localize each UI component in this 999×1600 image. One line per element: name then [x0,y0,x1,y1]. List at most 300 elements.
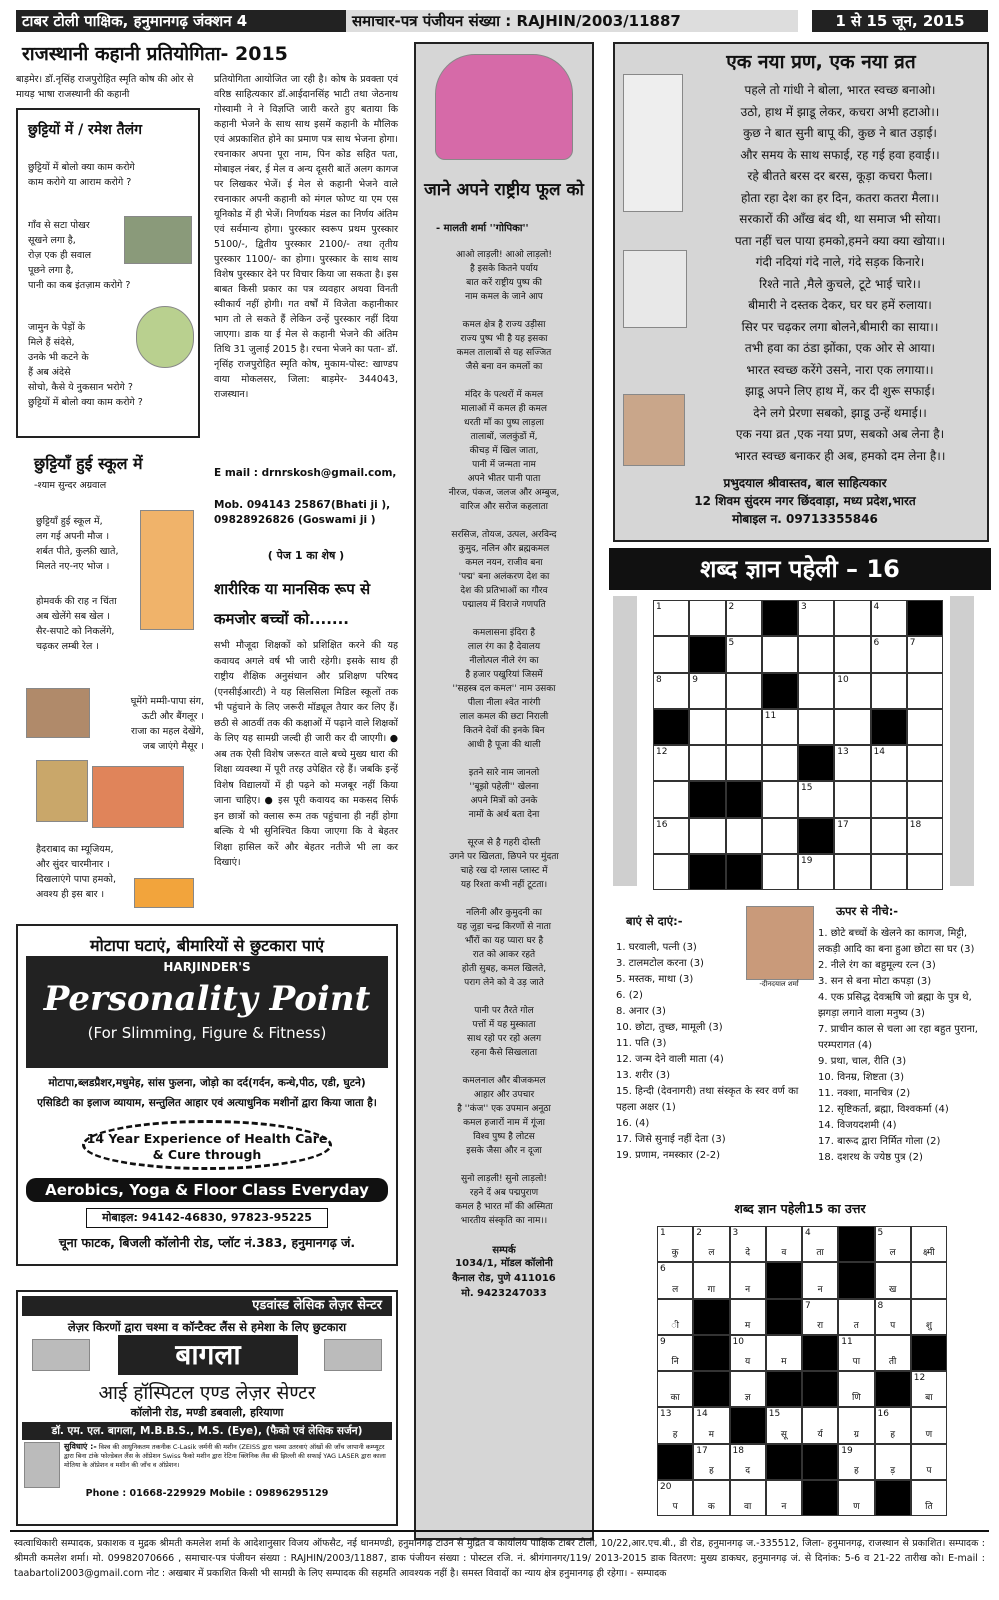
cell-letter: कु [671,1248,679,1259]
answer-cell [730,1335,766,1371]
across-clue: 11. पति (3) [616,1038,667,1049]
cell-number: 9 [692,674,698,685]
cell-letter: म [744,1320,751,1331]
answer-cell [657,1335,693,1371]
crossword-cell [907,673,943,709]
answer-cell [911,1335,947,1371]
contest-mobile: Mob. 094143 25867(Bhati ji ), 09828926826 (Goswami ji ) [214,499,391,526]
answer-cell [875,1335,911,1371]
author-photo [623,394,685,466]
crossword-cell [798,673,834,709]
answer-cell [766,1480,802,1516]
crossword-cell [907,745,943,781]
toy-train-image [92,766,184,828]
ad-headline: मोटापा घटाएं, बीमारियों से छुटकारा पाएं [90,936,324,955]
cell-number: 13 [837,747,849,757]
answer-cell [730,1226,766,1262]
masthead-registration: समाचार-पत्र पंजीयन संख्या : RAJHIN/2003/11887 [346,10,798,32]
vow-line: भारत स्वच्छ बनाकर ही अब, हमको दम लेना है।। [734,448,946,463]
ad-tagline: (For Slimming, Figure & Fitness) [87,1024,327,1042]
crossword-cell [689,636,725,672]
continued-title: शारीरिक या मानसिक रूप से कमजोर बच्चों को....... [214,580,371,628]
cell-number: 13 [660,1409,672,1420]
cell-number: 4 [873,602,880,612]
flower-contact-label: सम्पर्क [492,1245,516,1256]
vow-line: बीमारी ने दस्तक देकर, घर घर हमें रुलाया। [748,298,932,312]
cell-letter: ख [888,1284,897,1295]
cell-number: 17 [696,1445,708,1456]
crossword-cell [907,818,943,854]
down-clue: 7. प्राचीन काल से चला आ रहा बहुत पुराना, परम्परागत (4) [818,1024,978,1051]
cell-letter: ल [889,1248,896,1259]
flower-stanza: आओ लाड़ली! आओ लाड़लो! है इसके कितने पर्याय बात करें राष्ट्रीय पुष्प की नाम कमल के जाने आप [456,250,552,302]
flower-stanza: कमल क्षेत्र है राज्य उड़ीसा राज्य पुष्प भी है यह इसका कमल तालाबों से यह सज्जित जैसे बना वन कमलों का [456,320,552,372]
gandhi-sketch [623,74,683,212]
answer-cell [693,1444,729,1480]
across-clue: 6. (2) [616,990,643,1001]
cell-number: 1 [656,602,662,612]
cell-number: 2 [728,602,735,612]
answer-cell [766,1407,802,1443]
answer-cell [730,1480,766,1516]
poem-title: छुट्टियों में / रमेश तैलंग [28,122,142,138]
ad2-doctor: डॉ. एम. एल. बागला, M.B.B.S., M.S. (Eye), (फैको एवं लेसिक सर्जन) [22,1422,392,1440]
crossword-cell [907,854,943,890]
cell-letter: न [745,1284,751,1295]
down-clue: 12. सृष्टिकर्ता, ब्रह्मा, विश्वकर्मा (4) [818,1104,949,1115]
contest-email: E mail : drnrskosh@gmail.com, [214,467,397,479]
answer-cell [730,1299,766,1335]
crossword-cell [689,854,725,890]
cell-number: 11 [764,710,777,721]
grid-margin [613,596,637,886]
answer-cell [911,1226,947,1262]
across-clue: 3. टालमटोल करना (3) [616,958,704,969]
crossword-cell [871,709,907,745]
crossword-cell [689,673,725,709]
ad-treatments: एसिडिटी का इलाज व्यायाम, सन्तुलित आहार एवं अत्याधुनिक मशीनों द्वारा किया जाता है। [37,1097,377,1109]
down-clue: 10. विनम्र, शिष्टता (3) [818,1072,904,1083]
down-clue: 2. नीले रंग का बहुमूल्य रत्न (3) [818,960,936,971]
answer-cell [730,1407,766,1443]
cell-number: 11 [841,1336,853,1347]
crossword-cell [834,709,870,745]
cell-letter: ण [853,1502,860,1512]
ad2-name: बागला [118,1335,298,1375]
answer-cell [766,1299,802,1335]
cell-letter: वा [743,1502,752,1512]
answer-cell [657,1371,693,1407]
answer-cell [802,1444,838,1480]
cell-letter: द [745,1465,751,1476]
ad-experience-burst: 14 Year Experience of Health Care & Cure through [82,1120,332,1170]
flower-stanza: पानी पर तैरते गोल पत्तों में यह मुस्काता साथ रहो पर रहो अलग रहना कैसे सिखलाता [466,1006,542,1058]
vow-line: और समय के साथ सफाई, रह गई हवा हवाई।। [740,147,940,162]
answer-cell [657,1299,693,1335]
poem-stanza: होमवर्क की राह न चिंता अब खेलेंगे सब खेल । सैर-सपाटे को निकलेंगे, चढ़कर लम्बी रेल । [36,596,117,652]
cell-letter: ह [890,1429,896,1440]
down-clue: 17. बारूद द्वारा निर्मित गोला (2) [818,1136,941,1147]
cell-letter: ज्ञ [744,1393,751,1404]
crossword-cell [762,781,798,817]
answer-cell [875,1480,911,1516]
editor-photo [746,906,814,980]
crossword-cell [689,781,725,817]
cell-letter: ण [925,1429,933,1440]
answer-cell [657,1407,693,1443]
crossword-cell [653,781,689,817]
crossword-cell [726,745,762,781]
ad2-top: एडवांस्ड लेसिक लेज़र सेन्टर [22,1296,392,1316]
poem-stanza: जामुन के पेड़ों के मिले हैं संदेसे, उनके भी कटने के हैं अब अंदेसे सोचो, कैसे ये नुकसान भरोगे ? छुट्टियों में बोलो क्या काम करोगे ? [28,322,143,408]
ad2-line: लेज़र किरणों द्वारा चश्मा व कॉन्टैक्ट लैंस से हमेशा के लिए छुटकारा [67,1320,347,1334]
cell-letter: प [672,1502,678,1512]
cell-letter: नि [671,1357,679,1367]
answer-cell [911,1480,947,1516]
crossword-cell [834,781,870,817]
answer-cell [693,1335,729,1371]
cell-number: 19 [841,1445,853,1456]
vow-line: एक नया व्रत ,एक नया प्रण, सबको अब लेना है। [735,427,945,441]
cell-letter: ल [708,1248,715,1259]
cell-letter: म [708,1429,715,1440]
down-clue: 14. विजयदशमी (4) [818,1120,897,1131]
cell-number: 19 [801,855,813,866]
crossword-cell [653,636,689,672]
answer-cell [657,1444,693,1480]
eye-image [324,1339,382,1371]
crossword-cell [762,673,798,709]
answer-cell [911,1299,947,1335]
cell-letter: ह [672,1429,678,1440]
vow-line: तभी हवा का ठंडा झोंका, एक ओर से आया। [744,341,936,355]
answer-cell [693,1299,729,1335]
answer-cell [911,1407,947,1443]
cell-letter: ी [671,1320,679,1331]
flower-title: जाने अपने राष्ट्रीय फूल को [424,180,584,200]
cell-letter: ल [672,1284,679,1295]
answer-cell [766,1371,802,1407]
crossword-cell [689,709,725,745]
crossword-cell [726,673,762,709]
flower-stanza: इतने सारे नाम जानलो ''बूझो पहेली'' खेलना अपने मित्रों को उनके नामों के अर्थ बता देना [468,768,540,820]
cell-letter: त [853,1320,859,1331]
vow-line: सिर पर चढ़कर लगा बोलने,बीमारी का साया।। [741,319,939,334]
answer-cell [766,1444,802,1480]
cell-number: 6 [873,638,880,649]
answer-cell [766,1335,802,1371]
answer-cell [911,1444,947,1480]
modi-sketch [623,250,687,328]
crossword-cell [871,854,907,890]
crossword-cell [653,854,689,890]
poem-stanza: हैदराबाद का म्यूजियम, और सुंदर चारमीनार । दिखलाएंगे पापा हमको, अवश्य ही इस बार । [36,844,117,900]
crossword-cell [834,854,870,890]
poem-stanza: छुट्टियों में बोलो क्या काम करोगे काम करोगे या आराम करोगे ? [28,162,135,188]
cell-letter: न [817,1284,823,1295]
crossword-cell [871,600,907,636]
crossword-cell [726,854,762,890]
cell-number: 10 [732,1336,744,1347]
cell-number: 3 [801,602,807,612]
answer-cell [730,1262,766,1298]
footer-imprint: स्वत्वाधिकारी सम्पादक, प्रकाशक व मुद्रक श्रीमती कमलेश शर्मा के आदेशानुसार विजय ऑफसैट, नई धानमण्डी, हनुमानगढ़ टाउन से मुद्रित व कार्यालय पाक्षिक टाबर टोली, 10/22,आर.एच.बी., डी रोड, हनुमानगढ़ ज.-335512, जिला- हनुमानगढ़, राजस्थान से प्रकाशित। सम्पादक : श्रीमती कमलेश शर्मा। मो. 09982070666 , समाचार-पत्र पंजीयन संख्या : RAJHIN/2003/11887, डाक पंजीयन संख्या : पोस्टल रजि. नं. श्रीगंगानगर/119/ 2013-2015 डाक वितरण: मुख्य डाकघर, हनुमानगढ़ जं. से दिनांक: 5-6 व 21-22 तारीख को। E-mail : taabartoli2003@gmail.com नोट : अखबार में प्रकाशित किसी भी सामग्री के लिए सम्पादक की सहमति आवश्यक नहीं है। समस्त विवादों का न्याय क्षेत्र हनुमानगढ़ ही रहेगा। - सम्पादक [14,1538,985,1579]
vow-line: पता नहीं चल पाया हमको,हमने क्या क्या खोया।। [734,233,946,248]
lotus-column [414,42,594,1540]
cell-number: 1 [660,1228,666,1238]
puzzle-title: शब्द ज्ञान पहेली – 16 [609,548,991,590]
ad2-addr: कॉलोनी रोड, मण्डी डबवाली, हरियाणा [130,1406,284,1419]
crossword-cell [871,818,907,854]
cell-letter: म [781,1357,787,1367]
crossword-cell [907,709,943,745]
crossword-cell [726,818,762,854]
down-title: ऊपर से नीचे:- [836,904,899,918]
ad-brand: Personality Point [43,979,371,1019]
down-clue: 1. छोटे बच्चों के खेलने का कागज, मिट्टी, लकड़ी आदि का बना हुआ छोटा सा घर (3) [818,928,975,955]
down-clue: 11. नक्शा, मानचित्र (2) [818,1088,911,1099]
cell-letter: ता [816,1248,824,1259]
ad2-phone: Phone : 01668-229929 Mobile : 09896295129 [85,1488,329,1499]
flower-stanza: कमलासना इंदिरा है लाल रंग का है देवालय नीलोत्पल नीले रंग का है हजार पखुरियां जिसमें ''सहस्त्र दल कमल'' नाम उसका पीला नीला श्वेत नारंगी लाल कमल की छटा निराली कितने देवों की इनके बिन आधी है पूजा की थाली [452,628,556,750]
family-sunset-image [134,878,194,908]
cell-letter: ति [925,1502,933,1512]
vow-line: कुछ ने बात सुनी बापू की, कुछ ने बात उड़ाई। [743,126,937,140]
cell-letter: शु [925,1320,932,1331]
crossword-cell [834,673,870,709]
crossword-cell [762,709,798,745]
crossword-cell [798,636,834,672]
crossword-cell [726,636,762,672]
crossword-cell [798,600,834,636]
answer-cell [802,1262,838,1298]
across-clue: 13. शरीर (3) [616,1070,670,1081]
across-clue: 16. (4) [616,1118,650,1129]
cell-number: 14 [873,747,885,757]
answer-cell [802,1226,838,1262]
down-clue: 3. सन से बना मोटा कपड़ा (3) [818,976,932,987]
contest-title: राजस्थानी कहानी प्रतियोगिता- 2015 [22,43,288,65]
tree-cartoon-image [136,306,194,368]
answer-cell [766,1262,802,1298]
personality-point-ad [16,924,398,1266]
across-clue: 15. हिन्दी (देवनागरी) तथा संस्कृत के स्वर वर्ण का पहला अक्षर (1) [616,1086,799,1113]
cell-number: 18 [909,819,922,830]
crossword-cell [834,600,870,636]
answer-cell [911,1371,947,1407]
cell-letter: प [890,1320,896,1331]
flower-stanza: मंदिर के पत्थरों में कमल मालाओं में कमल ही कमल धरती माँ का पुष्प लाड़ला तालाबों, जलकुंडों में, कीचड़ में खिल जाता, पानी में जन्मता नाम अपने भीतर पानी पाता नीरज, पंकज, जलज और अम्बुज, वारिज और सरोज कहलाता [448,390,560,512]
answer-cell [693,1480,729,1516]
answer-cell [730,1371,766,1407]
ad-brand-small: HARJINDER'S [163,960,251,974]
cell-letter: बा [925,1393,933,1404]
ad-banner [26,956,388,1068]
eye-image [32,1339,90,1371]
cell-number: 20 [660,1481,672,1492]
cell-number: 7 [805,1300,811,1311]
crossword-grid-16 [653,600,943,890]
masthead-left: टाबर टोली पाक्षिक, हनुमानगढ़ जंक्शन 4 [16,10,346,32]
answer-cell [838,1299,874,1335]
crossword-cell [653,600,689,636]
cell-letter: ह [708,1465,714,1476]
answer-cell [875,1371,911,1407]
flower-stanza: कमलनाल और बीजकमल आहार और उपचार है ''कंज'' एक उपमान अनूठा कमल हजारों नाम में गूंजा विश्व पुष्प है लोटस इसके जैसा और न दूजा [457,1076,551,1156]
cell-letter: का [670,1393,680,1404]
answer-cell [657,1226,693,1262]
crossword-cell [907,600,943,636]
answer-cell [875,1226,911,1262]
down-clue: 4. एक प्रसिद्ध देवऋषि जो ब्रह्मा के पुत्र थे, झगड़ा लगाने वाला मनुष्य (3) [818,992,972,1019]
poem-stanza: छुट्टियाँ हुई स्कूल में, लग गई अपनी मौज । शर्बत पीते, कुल्फ़ी खाते, मिलते नए-नए भोज । [36,516,119,572]
contest-intro: बाड़मेर। डॉ.नृसिंह राजपुरोहित स्मृति कोष की ओर से मायड़ भाषा राजस्थानी की कहानी [16,74,194,100]
crossword-cell [907,781,943,817]
cell-letter: पा [852,1357,861,1367]
continued-body: सभी मौजूदा शिक्षकों को प्रशिक्षित करने की यह कवायद अगले वर्ष भी जारी रहेगी। इसके साथ ही राष्ट्रीय शैक्षिक अनुसंधान और प्रशिक्षण परिषद (एनसीईआरटी) ने यह सिलसिला मिडिल स्कूलों तक भी पहुंचाने के लिए जरूरी मॉड्यूल तैयार कर लिए हैं। छठी से आठवीं तक की कक्षाओं में पढ़ाने वाले शिक्षकों के लिए यह सामग्री जल्दी ही जारी कर दी जाएगी। ● अब तक ऐसी विशेष जरूरत वाले बच्चे मुख्य धारा की शिक्षा व्यवस्था में पूरी तरह उपेक्षित रहे हैं। जबकि इन्हें विशेष विद्यालयों में ही पढ़ने को मजबूर नहीं किया जाना चाहिए। ● इस पूरी कवायद का मकसद सिर्फ इन छात्रों को क्लास रूम तक पहुंचाना ही नहीं होगा बल्कि ये भी सुनिश्चित किया जाएगा कि वे बेहतर शिक्षा हासिल करें और बेहतर नतीजे भी ला कर दिखाएं। [214,640,398,868]
ad2-sub: आई हॉस्पिटल एण्ड लेज़र सेण्टर [98,1382,316,1404]
cell-number: 10 [837,674,849,685]
cell-number: 8 [877,1300,884,1311]
crossword-cell [689,745,725,781]
answer-cell [766,1226,802,1262]
across-clue: 10. छोटा, तुच्छ, मामूली (3) [616,1022,723,1033]
cell-letter: सू [780,1429,787,1440]
answer-cell [657,1262,693,1298]
cell-letter: य [745,1357,751,1367]
cell-letter: न [781,1502,787,1512]
crossword-cell [762,636,798,672]
crossword-cell [798,854,834,890]
vow-line: रिश्ते नाते ,मैले कुचले, टूटे भाई चारे।। [759,276,921,291]
cell-number: 5 [877,1228,884,1238]
crossword-cell [653,818,689,854]
pond-image [124,216,192,264]
across-clue: 17. जिसे सुनाई नहीं देता (3) [616,1134,726,1145]
cell-number: 7 [909,638,916,649]
answer-cell [838,1480,874,1516]
footer-rule [10,1530,989,1532]
cell-number: 18 [732,1445,744,1456]
cell-letter: गा [707,1284,716,1295]
answer-cell [693,1262,729,1298]
masthead-date: 1 से 15 जून, 2015 [812,10,988,32]
crossword-cell [834,636,870,672]
palace-image [26,688,90,738]
lotus-image [435,54,573,160]
ad-mobile: मोबाइल: 94142-46830, 97823-95225 [86,1208,328,1228]
cell-letter: क [707,1502,715,1512]
poem-stanza: घूमेंगे मम्मी-पापा संग, ऊटी और बैंगलूर । राजा का महल देखेंगे, जब जाएंगे मैसूर । [130,696,204,752]
vow-poem-box [613,42,989,542]
answer-cell [802,1335,838,1371]
crossword-cell [689,818,725,854]
cell-number: 3 [732,1228,739,1238]
answer-cell [838,1335,874,1371]
cell-number: 16 [656,819,668,830]
answer-cell [875,1444,911,1480]
flower-stanza: सरसिज, तोयज, उत्पल, अरविन्द कुमुद, नलिन और ब्रह्मकमल कमल नयन, राजीव बना 'पद्म' बना अलंकरण देश का देश की प्रतिभाओं का गौरव पद्मालय में विराजे गणपति [451,530,557,610]
cell-letter: णि [851,1393,861,1404]
crossword-cell [762,745,798,781]
cell-number: 2 [696,1228,702,1238]
answer-cell [875,1262,911,1298]
crossword-cell [871,673,907,709]
vow-line: रहे बीतते बरस दर बरस, कूड़ा कचरा फैला। [747,169,933,183]
across-clue: 1. घरवाली, पत्नी (3) [616,942,697,953]
crossword-cell [834,818,870,854]
cell-number: 17 [837,819,849,830]
answer-cell [693,1226,729,1262]
cell-number: 9 [660,1336,666,1347]
cell-letter: क्ष्मी [923,1248,935,1259]
cell-number: 14 [696,1409,708,1420]
vow-line: भारत स्वच्छ करेंगे उसने, नारा एक लगाया।। [746,362,934,377]
crossword-cell [762,600,798,636]
vow-line: उठो, हाथ में झाडू लेकर, कचरा अभी हटाओ।। [740,104,940,119]
flower-author: - मालती शर्मा ''गोपिका'' [436,223,529,234]
answer-cell [802,1480,838,1516]
answer-cell [802,1371,838,1407]
vow-title: एक नया प्रण, एक नया व्रत [726,51,916,73]
cell-number: 6 [660,1264,666,1275]
poem-stanza: गाँव से सटा पोखर सूखने लगा है, रोज़ एक ही सवाल पूछने लगा है, पानी का कब इंतज़ाम करोगे ? [28,220,131,291]
cell-letter: ग्र [853,1429,859,1440]
cell-letter: ह [853,1465,859,1476]
vow-line: देने लगे प्रेरणा सबको, झाडू उन्हें थमाई।। [753,405,927,420]
ad2-facilities-label: सुविधाएं :- [64,1442,97,1451]
ad-address: चूना फाटक, बिजली कॉलोनी रोड, प्लॉट नं.383, हनुमानगढ़ जं. [58,1235,356,1250]
answer-cell [693,1371,729,1407]
cell-number: 12 [656,747,668,757]
crossword-cell [653,745,689,781]
doctor-photo [24,1442,60,1488]
cell-number: 5 [728,638,735,649]
answer-cell [875,1407,911,1443]
vow-line: पहले तो गांधी ने बोला, भारत स्वच्छ बनाओ। [744,83,936,97]
ad-classes: Aerobics, Yoga & Floor Class Everyday [26,1178,388,1202]
vow-author: प्रभुदयाल श्रीवास्तव, बाल साहित्यकार [723,476,887,490]
crossword-cell [726,600,762,636]
answer-cell [657,1480,693,1516]
answer-cell [838,1262,874,1298]
answer-cell [875,1299,911,1335]
contest-body: प्रतियोगिता आयोजित जा रही है। कोष के प्रवक्ता एवं वरिष्ठ साहित्यकार डॉ.आईदानसिंह भाटी तथा जेठनाथ गोस्वामी ने ने विज्ञप्ति जारी करते हुए बताया कि कहानी भेजने के साथ साथ इसमें कहानी के मौलिक एवं अप्रकाशित होने का प्रमाण पत्र साथ भेजना होगा। रचनाकार अपना पूरा नाम, पिन कोड सहित पता, मोबाइल नंबर, ई मेल व अन्य दूसरी बातें अलग कागज पर लिखकर भेजें। ई मेल से कहानी भेजने वाले रचनाकार अपनी कहानी को मंगल फोण्ट या एम एस यूनिकोड में ही भेजें। निर्णायक मंडल का निर्णय अंतिम एवं सर्वमान्य होगा। पुरस्कार स्वरूप प्रथम पुरस्कार 5100/-, द्वितीय पुरस्कार 2100/- तथा तृतीय पुरस्कार 1100/- का होगा। पुरस्कार के साथ साथ विशेष पुरस्कार देने पर विचार किया जा सकता है। इस बाबत किसी प्रकार का पत्र व्यवहार अथवा विनती स्वीकार्य नहीं होगी। गत वर्षों में विजेता कहानीकार भाग तो ले सकते हैं लेकिन उन्हें पुरस्कार नहीं दिया जाएगा। डाक या ई मेल से कहानी भेजने की अंतिम तिथि 31 जुलाई 2015 है। रचना भेजने का पता- डॉ. नृसिंह राजपुरोहित स्मृति कोष, मुकाम-पोस्ट: खाण्डप वाया मोकलसर, जिला: बाड़मेर- 344043, राजस्थान। [214,74,398,400]
ad2-name-row [18,1335,396,1379]
crossword-cell [762,818,798,854]
crossword-cell [834,745,870,781]
cell-number: 15 [768,1409,781,1420]
across-clue: 8. अनार (3) [616,1006,666,1017]
crossword-cell [871,636,907,672]
across-clue: 5. मस्तक, माथा (3) [616,974,694,985]
answer-cell [838,1226,874,1262]
down-clue: 9. प्रथा, चाल, रीति (3) [818,1056,907,1067]
flower-stanza: सूरज से है गहरी दोस्ती उगने पर खिलता, छिपने पर मुंदता चाहे रख दो ग्लास प्लास्ट में यह रिश्ता कभी नहीं टूटता। [449,838,559,890]
crossword-cell [726,709,762,745]
cell-letter: ड़ [890,1465,896,1476]
poem-box-chhuttiyon [16,108,200,438]
crossword-cell [907,636,943,672]
vow-mobile: मोबाइल न. 09713355846 [732,512,878,526]
vow-address: 12 शिवम सुंदरम नगर छिंदवाड़ा, मध्य प्रदेश,भारत [694,494,916,508]
crossword-cell [762,854,798,890]
across-clue: 19. प्रणाम, नमस्कार (2-2) [616,1150,721,1161]
cell-number: 8 [656,674,662,685]
vow-line: होता रहा देश का हर दिन, कतरा कतरा मैला।। [740,190,940,205]
across-title: बाएं से दाएं:- [626,914,683,928]
poem2-title: छुट्टियाँ हुई स्कूल में [34,454,143,473]
